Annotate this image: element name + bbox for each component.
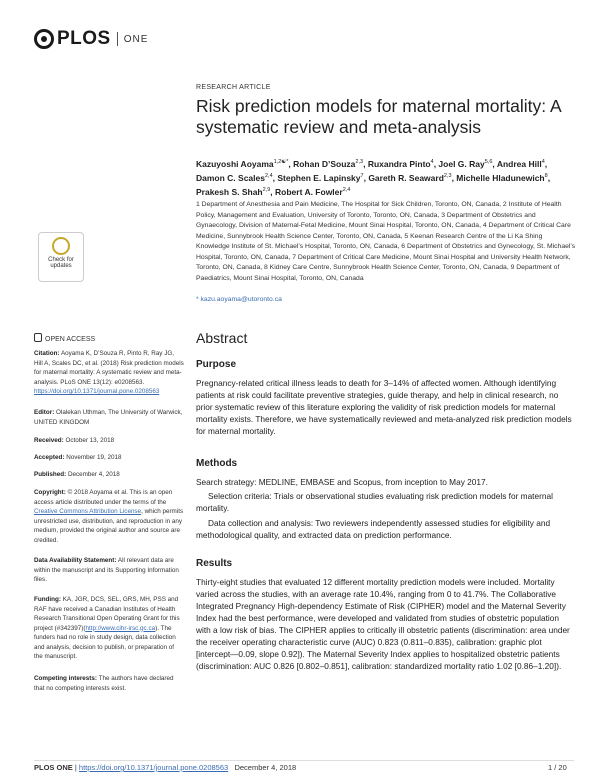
methods-data: Data collection and analysis: Two reviewers independently assessed studies for eligibility and methodological quality, and extracted data on prediction performance. bbox=[196, 518, 551, 540]
article-title: Risk prediction models for maternal mortality: A systematic review and meta-analysis bbox=[196, 96, 561, 137]
competing-interests-block bbox=[34, 674, 184, 693]
author-sup: 4 bbox=[541, 159, 545, 165]
data-availability-label: Data Availability Statement: bbox=[34, 557, 117, 564]
received-date: October 13, 2018 bbox=[65, 437, 115, 444]
published-label: Published: bbox=[34, 471, 67, 478]
published-date: December 4, 2018 bbox=[67, 471, 120, 478]
open-access bbox=[34, 333, 184, 345]
accepted-block bbox=[34, 453, 184, 463]
author: Stephen E. Lapinsky bbox=[277, 172, 361, 183]
abstract-heading: Abstract bbox=[196, 330, 248, 346]
copyright-text: © 2018 Aoyama et al. This is an open access article distributed under the terms of the bbox=[34, 489, 173, 506]
author-sup: 1,2☯* bbox=[273, 159, 289, 165]
funding-label: Funding: bbox=[34, 596, 61, 603]
crossmark-icon bbox=[52, 237, 70, 255]
author: Prakesh S. Shah bbox=[196, 186, 263, 197]
funding-text: KA, JGR, DCS, SEL, GRS, MH, PSS and RAF have received a Canadian Institutes of Health Research Transitional Open Operating Grant for this project (#342397)( bbox=[34, 596, 180, 632]
author: Damon C. Scales bbox=[196, 172, 265, 183]
license-link[interactable]: Creative Commons Attribution License bbox=[34, 508, 142, 515]
footer-doi-link[interactable]: https://doi.org/10.1371/journal.pone.0208563 bbox=[78, 763, 229, 772]
author: Gareth R. Seaward bbox=[368, 172, 444, 183]
funding-block bbox=[34, 595, 184, 662]
received-label: Received: bbox=[34, 437, 64, 444]
logo-separator bbox=[117, 32, 118, 46]
author-sup: 2,4 bbox=[342, 186, 351, 193]
plos-logo-icon bbox=[34, 29, 54, 49]
author-sup: 5,6 bbox=[484, 159, 493, 165]
logo-text: PLOS bbox=[57, 28, 111, 49]
funding-text-cont: ). The funders had no role in study design, data collection and analysis, decision to publish, or preparation of the manuscript. bbox=[34, 624, 176, 660]
editor-block bbox=[34, 408, 184, 427]
author-sup: 7 bbox=[360, 172, 364, 179]
author: Kazuyoshi Aoyama bbox=[196, 158, 274, 169]
open-access-lock-icon bbox=[34, 333, 42, 342]
received-block bbox=[34, 436, 184, 446]
editor-label: Editor: bbox=[34, 409, 55, 416]
author-sup: 2,3 bbox=[443, 172, 452, 179]
author-list: Kazuyoshi Aoyama$^{1,2☯*}$, Rohan D’Souza$^{2,3}$, Ruxandra Pinto$^4$, Joel G. Ray$^{5,6}$, Andrea Hill$^4$, Damon C. Scales$^{2,4}$, Stephen E. Lapinsky$^7$, Gareth R. Seaward$^{2,3}$, Michelle Hladunewich$^8$, Prakesh S. Shah$^{2,9}$, Robert A. Fowler$^{2,4}$ bbox=[196, 158, 551, 197]
badge-line1: Check for bbox=[48, 257, 74, 263]
page-footer bbox=[34, 763, 296, 772]
page-number: 1 / 20 bbox=[548, 763, 567, 772]
plos-one-logo[interactable] bbox=[34, 28, 148, 50]
competing-label: Competing interests: bbox=[34, 675, 97, 682]
funding-link[interactable]: http://www.cihr-irsc.gc.ca bbox=[85, 624, 156, 632]
editor-text: Olalekan Uthman, The University of Warwick, UNITED KINGDOM bbox=[34, 409, 183, 426]
author-sup: 8 bbox=[544, 172, 548, 179]
author-sup: 2,3 bbox=[355, 159, 364, 165]
author-sup: 2,4 bbox=[264, 172, 273, 179]
affiliations: 1 Department of Anesthesia and Pain Medicine, The Hospital for Sick Children, Toronto, ON, Canada, 2 Institute of Health Policy, Management and Evaluation, University of Toronto, Toronto, ON, Canada, 3 Department of Obstetrics and Gynaecology, Division of Maternal-Fetal Medicine, Mount Sinai Hospital, Toronto, ON, Canada, 4 Department of Critical Care Medicine, Sunnybrook Health Science Center, Toronto, ON, Canada, 5 Keenan Research Centre of the Li Ka Shing Knowledge Institute of St. Michael’s Hospital, Toronto, ON, Canada, 6 Department of Obstetrics and Gynecology, St. Michael’s Hospital, Toronto, ON, Canada, 7 Department of Critical Care Medicine, Mount Sinai Hospital and University Health Network, Toronto, ON, Canada, 8 Kidney Care Centre, Sunnybrook Health Science Center, Toronto, ON, Canada, 9 Department of Paediatrics, Mount Sinai Hospital, Toronto, ON, Canada bbox=[196, 201, 576, 282]
footer-date: December 4, 2018 bbox=[234, 763, 297, 772]
author: Robert A. Fowler bbox=[275, 186, 343, 197]
accepted-date: November 19, 2018 bbox=[66, 454, 122, 461]
methods-selection: Selection criteria: Trials or observational studies evaluating risk prediction models for maternal mortality. bbox=[196, 491, 553, 513]
corresponding-email[interactable]: * kazu.aoyama@utoronto.ca bbox=[196, 296, 282, 303]
data-availability-block bbox=[34, 556, 184, 585]
footer-separator: | bbox=[74, 763, 77, 772]
copyright-label: Copyright: bbox=[34, 489, 66, 496]
results-paragraph: Thirty-eight studies that evaluated 12 different mortality prediction models were included. Mortality varied across the studies, with an average rate 10.4%, ranging from 0 to 41.7%. The Collaborative Integrated Pregnancy High-dependency Estimate of Risk (CIPHER) model and the Maternal Severity Index had the best performance, were developed and validated from studies of obstetric population with a low risk of bias. The CIPHER applies to critically ill obstetric patients (discrimination: area under the receiver operating characteristic curve (AUC) 0.823 (0.811–0.835), calibration: graphic plot [intercept—0.09, slope 0.92]). The Maternal Severity Index applies to hospitalized obstetric patients (discrimination: AUC 0.826 [0.802–0.851], calibration: standardized mortality ratio 1.02 [0.86–1.20]). bbox=[196, 577, 570, 671]
citation-block bbox=[34, 349, 184, 397]
footer-journal: PLOS ONE bbox=[34, 763, 73, 772]
author: Joel G. Ray bbox=[438, 158, 485, 169]
copyright-text-cont: , which permits unrestricted use, distribution, and reproduction in any medium, provided the original author and source are credited. bbox=[34, 508, 184, 544]
published-block bbox=[34, 470, 184, 480]
author: Andrea Hill bbox=[496, 158, 542, 169]
methods-heading: Methods bbox=[196, 458, 238, 469]
copyright-block bbox=[34, 488, 184, 545]
open-access-label: OPEN ACCESS bbox=[45, 336, 96, 343]
author-sup: 2,9 bbox=[262, 186, 271, 193]
methods-search: Search strategy: MEDLINE, EMBASE and Scopus, from inception to May 2017. bbox=[196, 477, 488, 487]
author: Rohan D’Souza bbox=[293, 158, 356, 169]
data-availability-text: All relevant data are within the manuscript and its Supporting Information files. bbox=[34, 557, 179, 583]
purpose-paragraph: Pregnancy-related critical illness leads to death for 3–14% of affected women. Although identifying patients at risk could facilitate preventive strategies, guide therapy, and help in clinical research, no prior systematic review of this literature exploring the validity of risk prediction models for maternal mortality exists. Therefore, we have systematically reviewed and meta-analyzed risk prediction models for maternal mortality. bbox=[196, 378, 572, 436]
results-heading: Results bbox=[196, 558, 233, 569]
author-sup: 4 bbox=[430, 159, 434, 165]
author: Michelle Hladunewich bbox=[456, 172, 545, 183]
badge-line2: updates bbox=[50, 263, 72, 269]
article-type: RESEARCH ARTICLE bbox=[196, 84, 271, 91]
citation-text: Aoyama K, D’Souza R, Pinto R, Ray JG, Hill A, Scales DC, et al. (2018) Risk prediction models for maternal mortality: A systematic review and meta-analysis. PLoS ONE 13(12): e0208563. bbox=[34, 350, 184, 386]
citation-label: Citation: bbox=[34, 350, 60, 357]
author: Ruxandra Pinto bbox=[367, 158, 431, 169]
footer-divider bbox=[34, 760, 574, 761]
accepted-label: Accepted: bbox=[34, 454, 65, 461]
check-for-updates-badge[interactable] bbox=[38, 232, 84, 282]
purpose-heading: Purpose bbox=[196, 359, 237, 370]
logo-sub: ONE bbox=[123, 33, 149, 45]
citation-doi-link[interactable]: https://doi.org/10.1371/journal.pone.0208563 bbox=[34, 388, 160, 395]
competing-text: The authors have declared that no competing interests exist. bbox=[34, 675, 174, 692]
